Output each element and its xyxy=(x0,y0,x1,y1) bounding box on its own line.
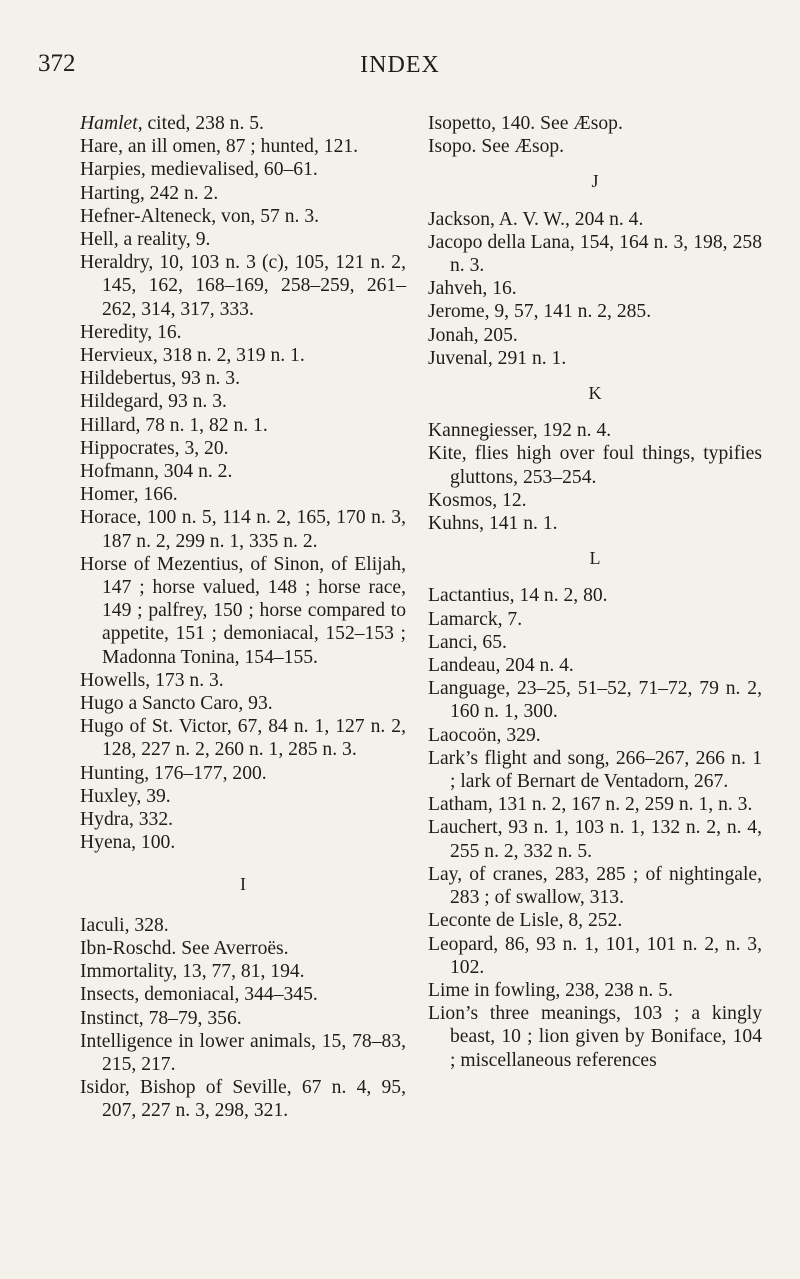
index-entry: Hare, an ill omen, 87 ; hunted, 121. xyxy=(80,136,359,158)
index-entry: Immortality, 13, 77, 81, 194. xyxy=(80,961,305,983)
index-entry: Heraldry, 10, 103 n. 3 (c), 105, 121 n. 2, 145, 162, 168–169, 258–259, 261–262, 314, 317, 333. xyxy=(80,252,406,320)
index-entry: Lime in fowling, 238, 238 n. 5. xyxy=(428,979,673,1001)
index-entry: Howells, 173 n. 3. xyxy=(80,669,224,691)
index-entry: Latham, 131 n. 2, 167 n. 2, 259 n. 1, n. 3. xyxy=(428,794,753,816)
index-entry: Hamlet, cited, 238 n. 5. xyxy=(80,113,264,134)
index-entry: Intelligence in lower animals, 15, 78–83, 215, 217. xyxy=(80,1030,406,1075)
index-entry: Lion’s three meanings, 103 ; a kingly beast, 10 ; lion given by Boniface, 104 ; miscellaneous references xyxy=(428,1003,762,1071)
index-entry: Hervieux, 318 n. 2, 319 n. 1. xyxy=(80,345,305,367)
index-entry: Hydra, 332. xyxy=(80,809,174,831)
index-column-right xyxy=(428,112,762,1072)
index-entry: Hippocrates, 3, 20. xyxy=(80,437,229,459)
index-entry: Juvenal, 291 n. 1. xyxy=(428,347,567,369)
page-number: 372 xyxy=(38,50,76,77)
index-entry: Kite, flies high over foul things, typifies gluttons, 253–254. xyxy=(428,443,762,488)
index-entry: Kannegiesser, 192 n. 4. xyxy=(428,420,612,442)
index-entry: Hyena, 100. xyxy=(80,832,176,854)
index-entry: Hugo of St. Victor, 67, 84 n. 1, 127 n. 2, 128, 227 n. 2, 260 n. 1, 285 n. 3. xyxy=(80,716,406,761)
section-letter: I xyxy=(240,873,246,894)
index-entry: Ibn-Roschd. See Averroës. xyxy=(80,937,289,959)
index-entry: Hell, a reality, 9. xyxy=(80,229,211,251)
index-entry: Hofmann, 304 n. 2. xyxy=(80,461,233,483)
index-entry: Hugo a Sancto Caro, 93. xyxy=(80,693,273,715)
index-entry: Leconte de Lisle, 8, 252. xyxy=(428,910,623,932)
index-entry: Kuhns, 141 n. 1. xyxy=(428,513,558,535)
index-entry: Insects, demoniacal, 344–345. xyxy=(80,984,318,1006)
section-letter: J xyxy=(591,171,599,192)
index-entry: Isopetto, 140. See Æsop. xyxy=(428,113,623,134)
index-entry: Iaculi, 328. xyxy=(80,914,169,936)
index-entry: Lay, of cranes, 283, 285 ; of nightingale, 283 ; of swallow, 313. xyxy=(428,863,762,909)
section-letter: K xyxy=(588,383,602,404)
index-entry: Lark’s flight and song, 266–267, 266 n. 1 ; lark of Bernart de Ventadorn, 267. xyxy=(428,747,762,793)
index-entry: Laocoön, 329. xyxy=(428,724,541,746)
index-entry: Jackson, A. V. W., 204 n. 4. xyxy=(428,208,644,230)
index-entry: Hillard, 78 n. 1, 82 n. 1. xyxy=(80,414,268,436)
section-letter: L xyxy=(589,548,601,569)
index-entry: Isopo. See Æsop. xyxy=(428,136,565,158)
index-entry: Jonah, 205. xyxy=(428,324,518,346)
index-column-left xyxy=(80,112,406,1123)
index-entry: Jerome, 9, 57, 141 n. 2, 285. xyxy=(428,301,652,323)
index-entry: Heredity, 16. xyxy=(80,321,182,343)
index-entry: Horse of Mezentius, of Sinon, of Elijah, 147 ; horse valued, 148 ; horse race, 149 ; palfrey, 150 ; horse compared to appetite, 151 ; demoniacal, 152–153 ; Madonna Tonina, 154–155. xyxy=(80,553,406,668)
index-entry: Harting, 242 n. 2. xyxy=(80,182,219,204)
index-entry: Hildegard, 93 n. 3. xyxy=(80,391,227,413)
index-entry: Instinct, 78–79, 356. xyxy=(80,1007,242,1029)
index-entry: Landeau, 204 n. 4. xyxy=(428,655,574,677)
running-head: INDEX xyxy=(360,52,440,78)
index-entry: Lactantius, 14 n. 2, 80. xyxy=(428,585,608,607)
index-entry: Language, 23–25, 51–52, 71–72, 79 n. 2, 160 n. 1, 300. xyxy=(428,678,762,723)
index-entry: Isidor, Bishop of Seville, 67 n. 4, 95, 207, 227 n. 3, 298, 321. xyxy=(80,1077,406,1122)
italic-title: Hamlet xyxy=(80,113,138,134)
index-entry: Jahveh, 16. xyxy=(428,278,517,300)
index-entry: Lanci, 65. xyxy=(428,631,507,653)
index-entry: Lamarck, 7. xyxy=(428,608,523,630)
index-entry: Horace, 100 n. 5, 114 n. 2, 165, 170 n. 3, 187 n. 2, 299 n. 1, 335 n. 2. xyxy=(80,507,406,552)
index-entry: Huxley, 39. xyxy=(80,785,171,807)
index-entry: Hildebertus, 93 n. 3. xyxy=(80,368,240,390)
index-entry: Hunting, 176–177, 200. xyxy=(80,762,267,784)
index-entry: Kosmos, 12. xyxy=(428,489,527,511)
index-entry: Leopard, 86, 93 n. 1, 101, 101 n. 2, n. 3, 102. xyxy=(428,933,762,978)
index-entry: Harpies, medievalised, 60–61. xyxy=(80,159,318,181)
index-entry: Lauchert, 93 n. 1, 103 n. 1, 132 n. 2, n. 4, 255 n. 2, 332 n. 5. xyxy=(428,817,762,862)
index-entry: Jacopo della Lana, 154, 164 n. 3, 198, 258 n. 3. xyxy=(428,231,762,277)
index-entry: Homer, 166. xyxy=(80,484,178,506)
index-entry: Hefner-Alteneck, von, 57 n. 3. xyxy=(80,205,320,227)
